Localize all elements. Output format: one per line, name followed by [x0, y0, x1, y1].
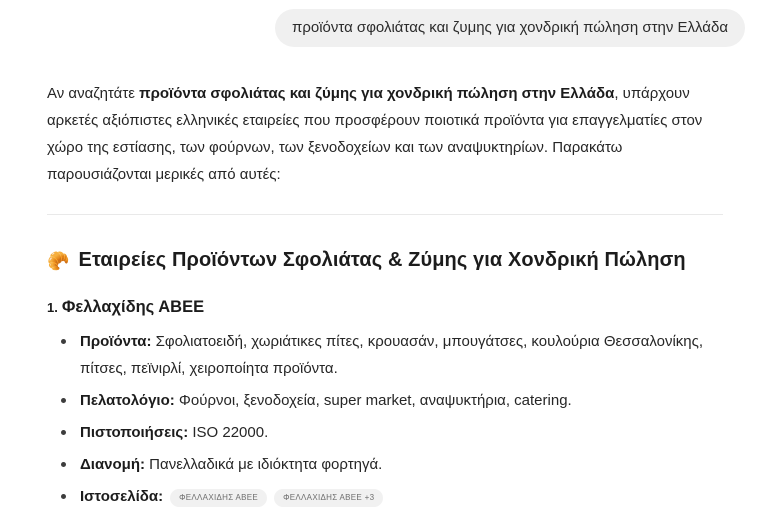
bullet-dot-icon [61, 494, 66, 499]
assistant-response [47, 80, 723, 510]
bullet-dot-icon [61, 339, 66, 344]
user-message-text: προϊόντα σφολιάτας και ζυμης για χονδρική πώληση στην Ελλάδα [291, 19, 728, 36]
bullet-text: ISO 22000. [188, 424, 269, 441]
bullet-text: Φούρνοι, ξενοδοχεία, super market, αναψυκτήρια, catering. [174, 392, 572, 409]
list-item-distribution [47, 451, 723, 478]
list-item-website [47, 483, 723, 510]
bullet-label: Διανομή: [80, 456, 146, 473]
bullet-label: Ιστοσελίδα: [80, 488, 164, 505]
intro-prefix: Αν αναζητάτε [47, 85, 140, 102]
source-link-chip[interactable]: ΦΕΛΛΑΧΙΔΗΣ ΑΒΕΕ [170, 489, 267, 507]
company-name: Φελλαχίδης ΑΒΕΕ [61, 298, 205, 316]
section-divider [47, 214, 723, 215]
user-message-row [0, 0, 770, 47]
intro-paragraph [47, 80, 723, 188]
bullet-dot-icon [61, 398, 66, 403]
bullet-label: Προϊόντα: [80, 333, 152, 350]
company-number: 1. [47, 300, 58, 315]
company-heading [47, 295, 723, 317]
croissant-emoji-icon: 🥐 [47, 250, 70, 271]
company-details-list [47, 328, 723, 510]
section-heading [47, 249, 723, 272]
list-item-certifications [47, 419, 723, 446]
list-item-clients [47, 387, 723, 414]
section-heading-text: Εταιρείες Προϊόντων Σφολιάτας & Ζύμης για Χονδρική Πώληση [78, 249, 686, 271]
list-item-products [47, 328, 723, 382]
bullet-dot-icon [61, 462, 66, 467]
bullet-label: Πελατολόγιο: [80, 392, 175, 409]
user-message-bubble [275, 9, 745, 47]
intro-suffix: , υπάρχουν αρκετές αξιόπιστες ελληνικές εταιρείες που προσφέρουν ποιοτικά προϊόντα για επαγγελματίες στον χώρο της εστίασης, των φούρνων, των ξενοδοχείων και των αναψυκτηρίων. Παρακάτω παρουσιάζονται μερικές από αυτές: [47, 85, 703, 183]
bullet-dot-icon [61, 430, 66, 435]
source-link-chip-more[interactable]: ΦΕΛΛΑΧΙΔΗΣ ΑΒΕΕ +3 [274, 489, 383, 507]
intro-bold-phrase: προϊόντα σφολιάτας και ζύμης για χονδρική πώληση στην Ελλάδα [139, 85, 615, 102]
bullet-label: Πιστοποιήσεις: [80, 424, 189, 441]
bullet-text: Πανελλαδικά με ιδιόκτητα φορτηγά. [145, 456, 383, 473]
bullet-text: Σφολιατοειδή, χωριάτικες πίτες, κρουασάν, μπουγάτσες, κουλούρια Θεσσαλονίκης, πίτσες, πεϊνιρλί, χειροποίητα προϊόντα. [80, 333, 704, 377]
